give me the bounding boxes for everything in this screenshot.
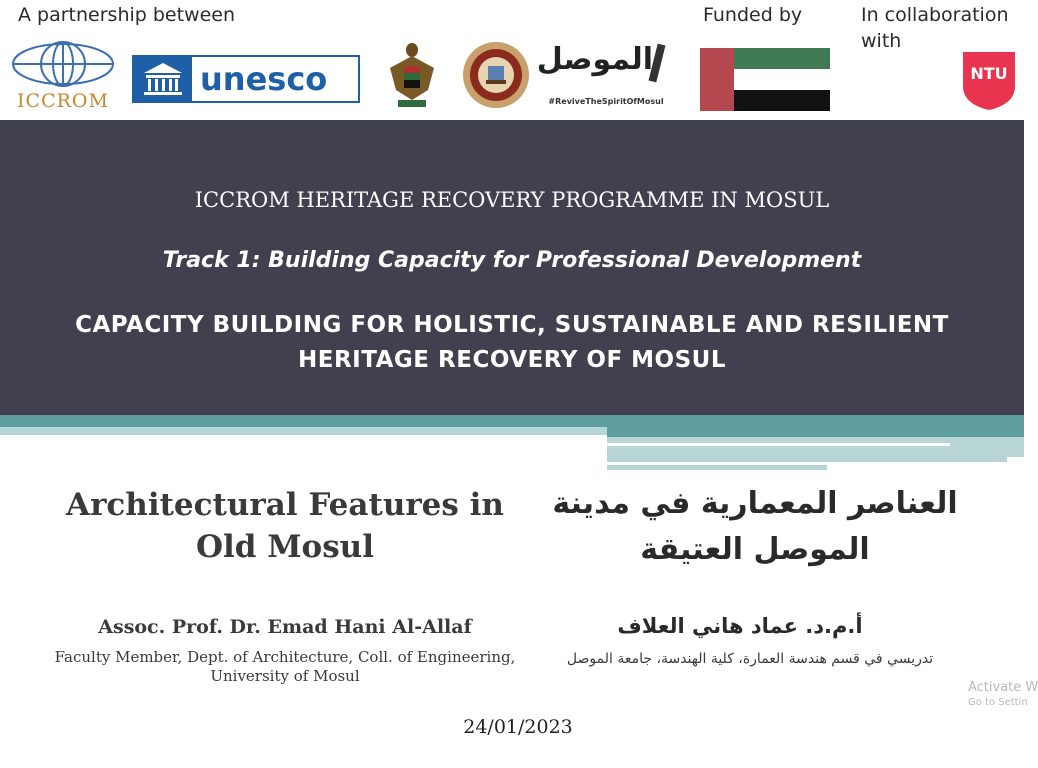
university-seal-icon — [461, 40, 531, 110]
title-en-line2: Old Mosul — [195, 529, 374, 565]
mosul-logo-arabic: الموصل — [536, 42, 653, 77]
iraq-eagle-emblem-icon — [384, 38, 440, 112]
lecture-date: 24/01/2023 — [463, 716, 573, 738]
affiliation-ar: تدريسي في قسم هندسة العمارة، كلية الهندسة، جامعة الموصل — [566, 651, 934, 667]
partnership-label: A partnership between — [18, 4, 236, 26]
course-title-line1: CAPACITY BUILDING FOR HOLISTIC, SUSTAINABLE AND RESILIENT — [75, 312, 949, 338]
course-title-line2: HERITAGE RECOVERY OF MOSUL — [298, 347, 726, 373]
affiliation-en-line2: University of Mosul — [210, 667, 360, 685]
ntu-logo-text: NTU — [970, 64, 1008, 83]
unesco-logo — [132, 55, 360, 103]
programme-title: ICCROM HERITAGE RECOVERY PROGRAMME IN MOSUL — [194, 188, 830, 212]
partners-header — [0, 0, 1024, 120]
affiliation-en-line1: Faculty Member, Dept. of Architecture, Coll. of Engineering, — [54, 648, 516, 666]
iccrom-logo — [8, 38, 118, 114]
uae-flag-icon — [700, 48, 830, 111]
mosul-logo-hashtag: #ReviveTheSpiritOfMosul — [548, 97, 664, 106]
author-ar: أ.م.د. عماد هاني العلاف — [617, 614, 863, 638]
white-line-1 — [607, 443, 950, 446]
track-title: Track 1: Building Capacity for Professional Development — [162, 248, 862, 273]
teal-stripe — [0, 415, 1024, 427]
light-stripe-right-2 — [607, 457, 1007, 462]
teal-stripe-right — [607, 427, 1024, 437]
iccrom-logo-text: ICCROM — [17, 90, 109, 112]
programme-banner — [0, 120, 1024, 415]
watermark-line1: Activate W — [968, 680, 1038, 695]
light-stripe-right — [607, 437, 1024, 457]
iccrom-globe-icon — [8, 38, 118, 90]
revive-mosul-logo — [536, 42, 669, 112]
title-ar-line1: العناصر المعمارية في مدينة — [552, 486, 958, 521]
funded-by-label: Funded by — [703, 4, 803, 26]
light-stripe-left — [0, 427, 607, 435]
watermark-line2: Go to Settin — [968, 697, 1028, 708]
collaboration-label-line1: In collaboration — [861, 4, 1009, 26]
author-en: Assoc. Prof. Dr. Emad Hani Al-Allaf — [98, 616, 472, 638]
unesco-logo-text: unesco — [200, 60, 328, 98]
title-ar-line2: الموصل العتيقة — [640, 532, 870, 567]
title-en-line1: Architectural Features in — [66, 487, 504, 523]
light-stripe-right-3 — [607, 465, 827, 470]
activation-watermark — [968, 680, 1038, 708]
unesco-temple-icon — [134, 57, 192, 101]
ntu-logo — [961, 50, 1017, 112]
collaboration-label-line2: with — [861, 30, 902, 52]
